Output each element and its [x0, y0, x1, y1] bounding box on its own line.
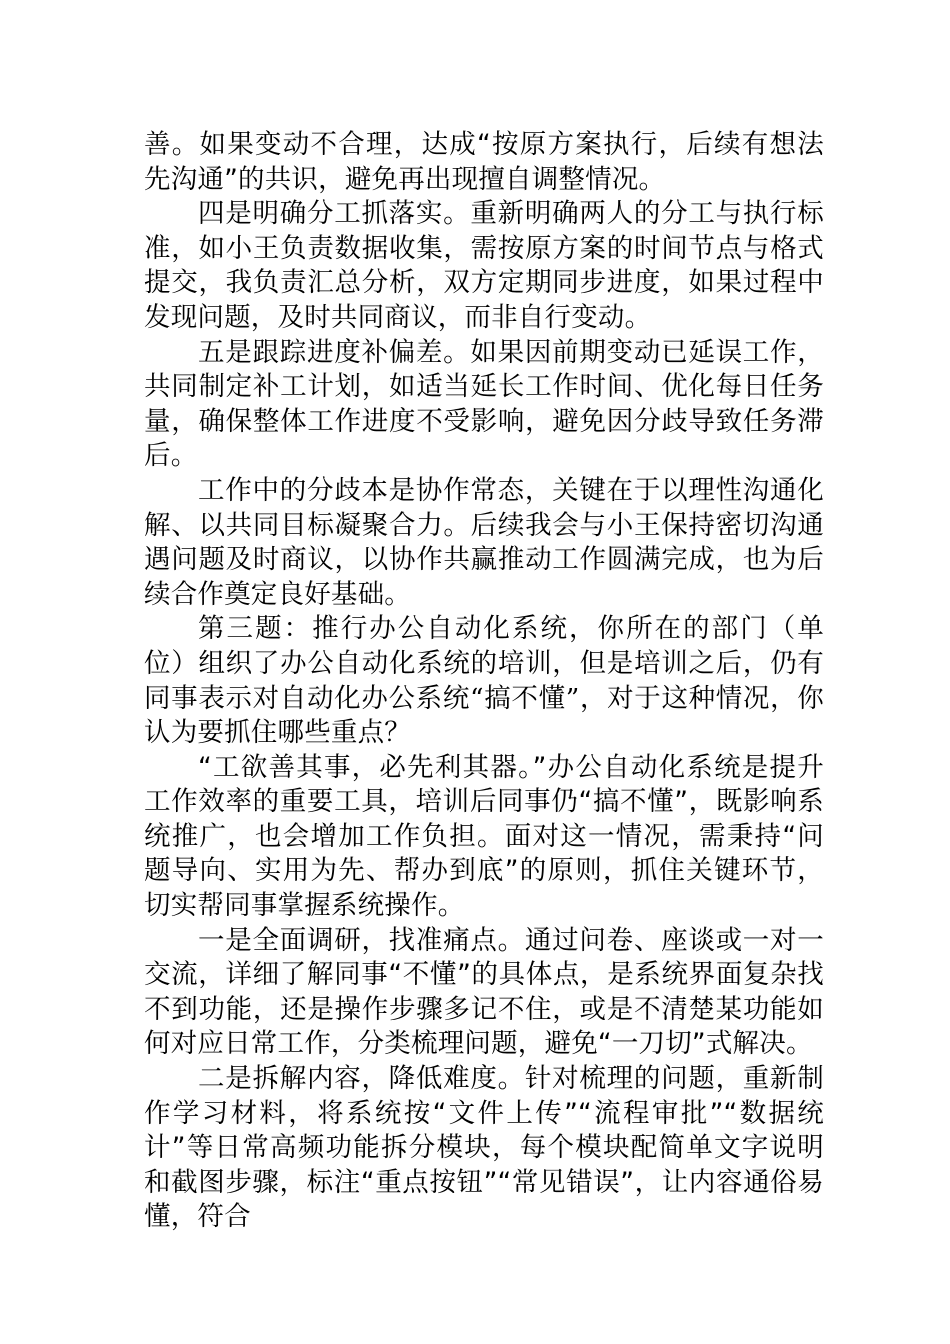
paragraph-point-one: 一是全面调研，找准痛点。通过问卷、座谈或一对一交流，详细了解同事“不懂”的具体点，是系统界面复杂找不到功能，还是操作步骤多记不住，或是不清楚某功能如何对应日常工作，分类梳理问题，避免“一刀切”式解决。 — [144, 924, 824, 1060]
paragraph-point-five: 五是跟踪进度补偏差。如果因前期变动已延误工作，共同制定补工计划，如适当延长工作时间、优化每日任务量，确保整体工作进度不受影响，避免因分歧导致任务滞后。 — [144, 336, 824, 472]
document-body — [144, 128, 824, 1235]
question-three-heading: 第三题：推行办公自动化系统，你所在的部门（单位）组织了办公自动化系统的培训，但是培训之后，仍有同事表示对自动化办公系统“搞不懂”，对于这种情况，你认为要抓住哪些重点？ — [144, 613, 824, 749]
paragraph-point-four: 四是明确分工抓落实。重新明确两人的分工与执行标准，如小王负责数据收集，需按原方案的时间节点与格式提交，我负责汇总分析，双方定期同步进度，如果过程中发现问题，及时共同商议，而非自行变动。 — [144, 198, 824, 333]
paragraph-answer-intro: “工欲善其事，必先利其器。”办公自动化系统是提升工作效率的重要工具，培训后同事仍“搞不懂”，既影响系统推广，也会增加工作负担。面对这一情况，需秉持“问题导向、实用为先、帮办到底”的原则，抓住关键环节，切实帮同事掌握系统操作。 — [144, 751, 824, 922]
paragraph-point-two: 二是拆解内容，降低难度。针对梳理的问题，重新制作学习材料，将系统按“文件上传”“流程审批”“数据统计”等日常高频功能拆分模块，每个模块配简单文字说明和截图步骤，标注“重点按钮”“常见错误”，让内容通俗易懂，符合 — [144, 1063, 824, 1233]
paragraph-conclusion: 工作中的分歧本是协作常态，关键在于以理性沟通化解、以共同目标凝聚合力。后续我会与小王保持密切沟通遇问题及时商议，以协作共赢推动工作圆满完成，也为后续合作奠定良好基础。 — [144, 474, 824, 610]
paragraph-continuation: 善。如果变动不合理，达成“按原方案执行，后续有想法先沟通”的共识，避免再出现擅自调整情况。 — [144, 129, 824, 195]
